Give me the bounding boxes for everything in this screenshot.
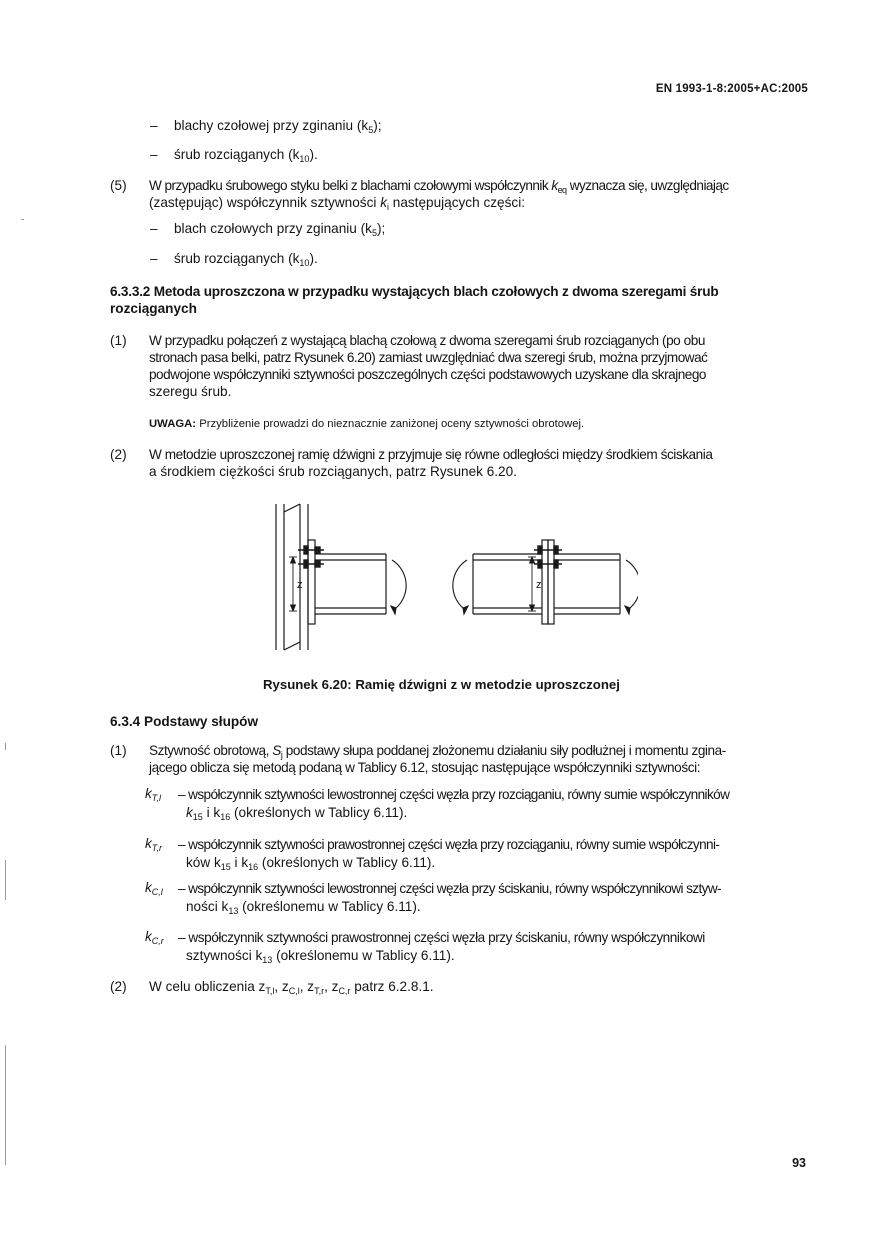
- paragraph-number: (5): [110, 178, 127, 193]
- scan-speck: [21, 219, 24, 220]
- lever-arm-dimension: [528, 557, 536, 611]
- lever-arm-label-right: z: [536, 579, 542, 591]
- scan-speck: [5, 860, 6, 900]
- moment-arrow: [453, 560, 468, 614]
- standard-reference: EN 1993-1-8:2005+AC:2005: [655, 83, 808, 95]
- definition-text: sztywności $k_{13}$ (określonemu w Tablicy 6.11).: [186, 948, 455, 965]
- moment-arrow: [391, 560, 406, 614]
- list-text: blach czołowych przy zginaniu $(k_5)$;: [174, 221, 386, 238]
- list-dash: –: [150, 251, 158, 266]
- list-text: blachy czołowej przy zginaniu $(k_5)$;: [174, 118, 382, 135]
- lever-arm-figure: [268, 502, 638, 662]
- definition-term: $k_{C,r}$: [145, 929, 164, 946]
- definition-term: $k_{C,l}$: [145, 880, 163, 897]
- scan-speck: [5, 1045, 6, 1165]
- page-number: 93: [792, 1156, 806, 1170]
- paragraph-number: (2): [110, 979, 127, 994]
- scan-speck: [5, 743, 6, 750]
- lever-arm-label-left: z: [297, 579, 303, 591]
- paragraph-number: (1): [110, 333, 127, 348]
- list-text: śrub rozciąganych $(k_{10})$.: [174, 147, 318, 164]
- beam-member-right: [554, 554, 620, 614]
- end-plate: [308, 540, 315, 624]
- end-plate: [542, 540, 548, 624]
- list-dash: –: [150, 221, 158, 236]
- paragraph-6-3-4-2: W celu obliczenia $z_{T,l}$, $z_{C,l}$, $z_{T,r}$, $z_{C,r}$ patrz 6.2.8.1.: [149, 979, 434, 996]
- definition-term: $k_{T,l}$: [145, 786, 161, 803]
- definition-text: – współczynnik sztywności prawostronnej części węzła przy ściskaniu, równy współczynnikowi: [178, 930, 705, 945]
- moment-arrow: [625, 560, 638, 614]
- paragraph-6-3-3-2-2: W metodzie uproszczonej ramię dźwigni z przyjmuje się równe odległości między środkiem ściskania a środkiem ciężkości śrub rozciąganych, patrz Rysunek 6.20.: [149, 447, 713, 479]
- list-text: śrub rozciąganych $(k_{10})$.: [174, 251, 318, 268]
- paragraph-number: (2): [110, 447, 127, 462]
- paragraph-number: (1): [110, 743, 127, 758]
- end-plate: [548, 540, 554, 624]
- lever-arm-dimension: [289, 557, 297, 611]
- paragraph-5: W przypadku śrubowego styku belki z blachami czołowymi współczynnik $k_{eq}$ wyznacza się, uwzględniając (zastępując) współczynnik sztywności $k_i$ następujących części:: [149, 178, 729, 212]
- definition-text: $k_{15}$ i $k_{16}$ (określonych w Tablicy 6.11).: [186, 805, 408, 822]
- definition-term: $k_{T,r}$: [145, 836, 162, 853]
- beam-member: [315, 554, 386, 614]
- figure-caption: Rysunek 6.20: Ramię dźwigni z w metodzie uproszczonej: [263, 677, 620, 692]
- section-heading-6-3-3-2: 6.3.3.2 Metoda uproszczona w przypadku wystających blach czołowych z dwoma szeregami śrub rozciąganych: [110, 284, 719, 316]
- bolt-rows: [298, 546, 324, 568]
- definition-text: – współczynnik sztywności prawostronnej części węzła przy rozciąganiu, równy sumie współczynni-: [178, 837, 720, 852]
- definition-text: – współczynnik sztywności lewostronnej części węzła przy ściskaniu, równy współczynnikowi sztyw-: [178, 881, 721, 896]
- definition-text: – współczynnik sztywności lewostronnej części węzła przy rozciąganiu, równy sumie współczynników: [178, 787, 730, 802]
- definition-text: ków $k_{15}$ i $k_{16}$ (określonych w Tablicy 6.11).: [186, 855, 436, 872]
- paragraph-6-3-4-1: Sztywność obrotową, $S_j$ podstawy słupa poddanej złożonemu działaniu siły podłużnej i momentu zgina- jącego oblicza się metodą podaną w Tablicy 6.12, stosując następujące współczynniki sztywności:: [149, 743, 726, 775]
- list-dash: –: [150, 118, 158, 133]
- list-dash: –: [150, 147, 158, 162]
- definition-text: ności $k_{13}$ (określonemu w Tablicy 6.11).: [186, 899, 421, 916]
- section-heading-6-3-4: 6.3.4 Podstawy słupów: [110, 714, 259, 729]
- paragraph-6-3-3-2-1: W przypadku połączeń z wystającą blachą czołową z dwoma szeregami śrub rozciąganych (po obu stronach pasa belki, patrz Rysunek 6.20) zamiast uwzględniać dwa szeregi śrub, można przyjmować podwojone współczynniki sztywności poszczególnych części podstawowych uzyskane dla skrajnego szeregu śrub.: [149, 333, 708, 399]
- column-member: [276, 504, 308, 650]
- note: UWAGA: Przybliżenie prowadzi do nieznacznie zaniżonej oceny sztywności obrotowej.: [149, 418, 585, 430]
